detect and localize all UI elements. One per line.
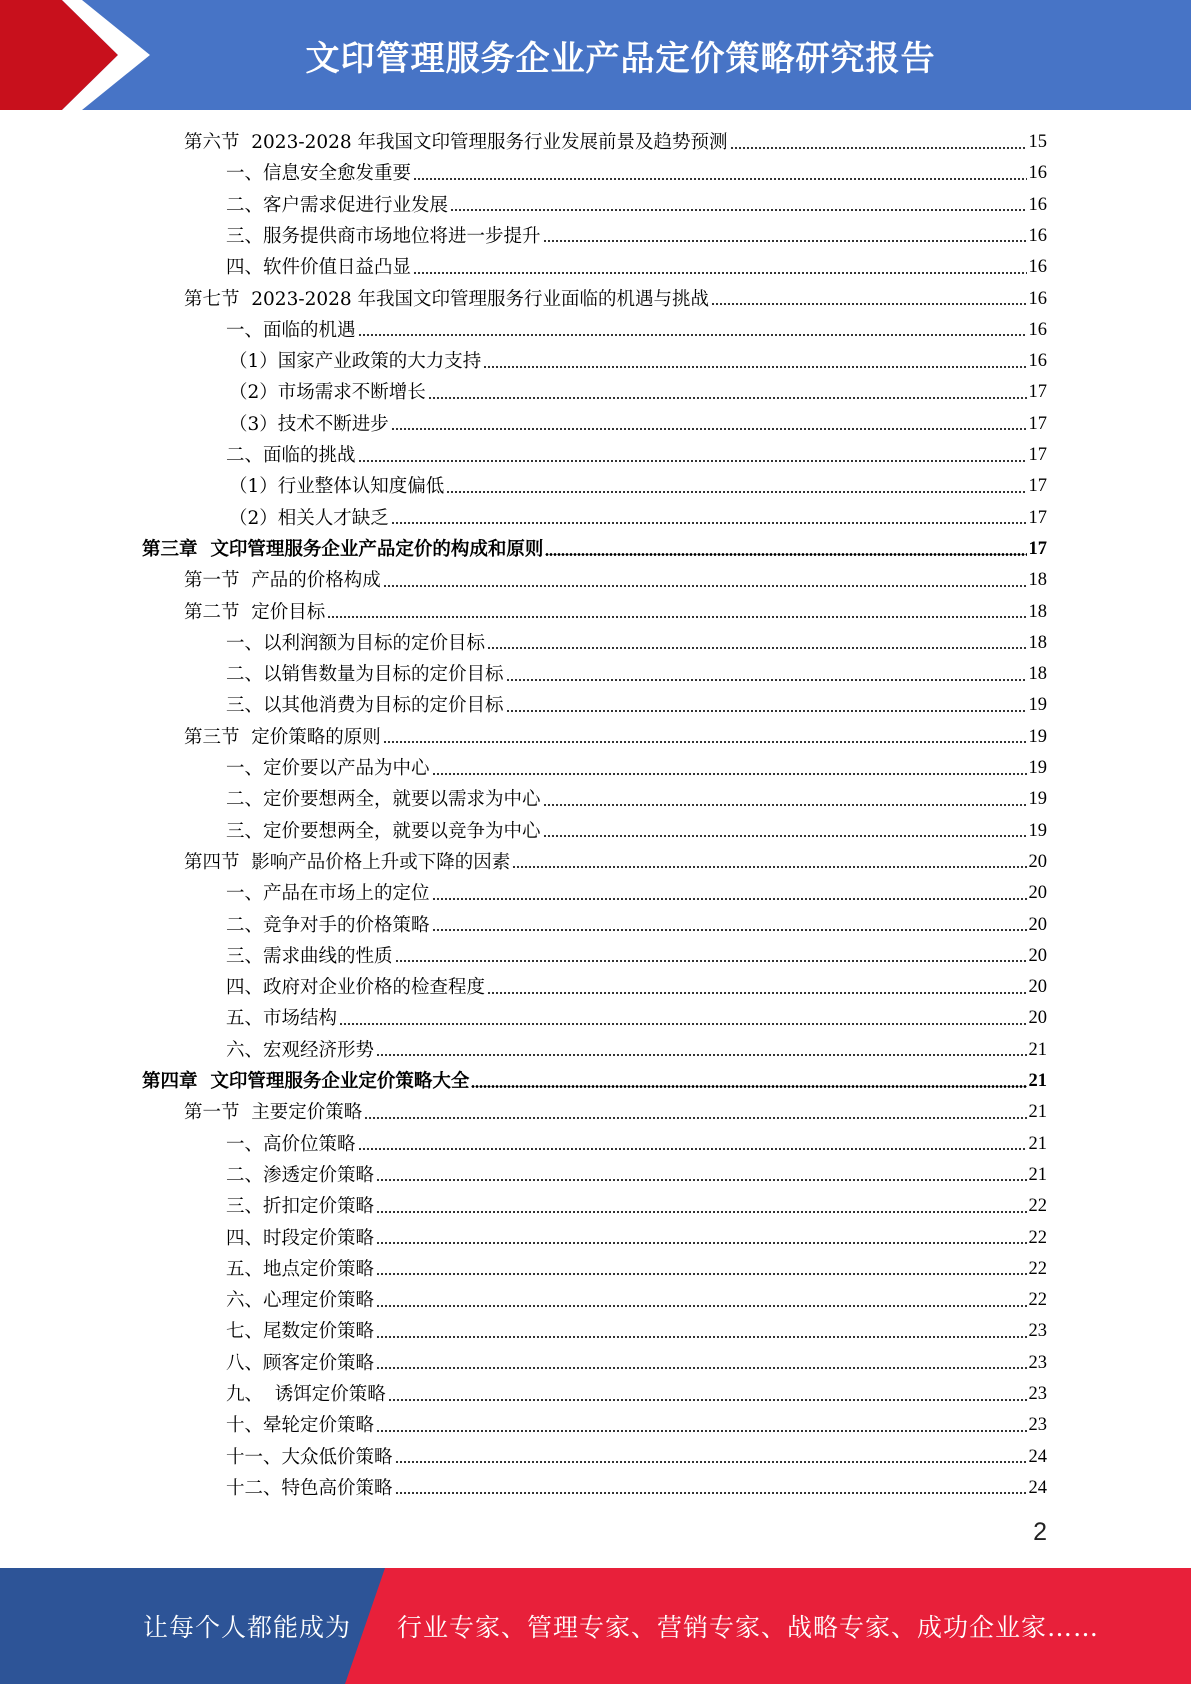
toc-entry-title: （2）相关人才缺乏 bbox=[229, 507, 389, 529]
dot-leader bbox=[395, 1492, 1027, 1494]
toc-entry-title: 四、软件价值日益凸显 bbox=[226, 257, 412, 279]
toc-chapter-entry[interactable] bbox=[0, 534, 1047, 565]
toc-entry-title: 五、市场结构 bbox=[226, 1008, 338, 1030]
dot-leader bbox=[506, 679, 1027, 681]
toc-entry-page: 22 bbox=[1028, 1196, 1047, 1217]
toc-entry-page: 23 bbox=[1028, 1352, 1047, 1373]
dot-leader bbox=[376, 1273, 1026, 1275]
toc-entry-title: 十、晕轮定价策略 bbox=[226, 1415, 375, 1437]
toc-entry-page: 18 bbox=[1028, 664, 1047, 685]
dot-leader bbox=[391, 428, 1027, 430]
toc-entry[interactable] bbox=[0, 252, 1047, 283]
dot-leader bbox=[471, 1085, 1026, 1088]
dot-leader bbox=[543, 240, 1027, 242]
toc-entry-title: 十二、特色高价策略 bbox=[226, 1477, 393, 1499]
toc-entry-title: 一、产品在市场上的定位 bbox=[226, 883, 430, 905]
toc-entry[interactable] bbox=[0, 878, 1047, 909]
dot-leader bbox=[395, 960, 1027, 962]
dot-leader bbox=[358, 334, 1027, 336]
toc-entry[interactable] bbox=[0, 847, 1047, 878]
dot-leader bbox=[376, 1054, 1026, 1056]
toc-entry[interactable] bbox=[0, 722, 1047, 753]
toc-entry[interactable] bbox=[0, 1160, 1047, 1191]
toc-entry-page: 17 bbox=[1028, 382, 1047, 403]
dot-leader bbox=[487, 647, 1026, 649]
toc-entry[interactable] bbox=[0, 1191, 1047, 1222]
dot-leader bbox=[376, 1336, 1026, 1338]
dot-leader bbox=[413, 272, 1026, 274]
dot-leader bbox=[413, 178, 1026, 180]
toc-entry[interactable] bbox=[0, 190, 1047, 221]
toc-entry-page: 17 bbox=[1028, 445, 1047, 465]
dot-leader bbox=[376, 1211, 1026, 1213]
toc-entry-page: 16 bbox=[1028, 163, 1047, 184]
dot-leader bbox=[376, 1242, 1026, 1244]
toc-entry[interactable] bbox=[0, 1285, 1047, 1316]
toc-entry-title: 二、竞争对手的价格策略 bbox=[226, 914, 430, 936]
toc-entry-title: 第三章 文印管理服务企业产品定价的构成和原则 bbox=[142, 538, 544, 560]
toc-entry-page: 23 bbox=[1028, 1415, 1047, 1436]
toc-entry-title: 第四章 文印管理服务企业定价策略大全 bbox=[142, 1071, 470, 1092]
toc-entry-title: 一、面临的机遇 bbox=[226, 319, 356, 341]
toc-entry[interactable] bbox=[0, 1442, 1047, 1473]
toc-entry-page: 18 bbox=[1028, 601, 1047, 622]
toc-entry-page: 21 bbox=[1028, 1102, 1047, 1123]
toc-entry-page: 19 bbox=[1028, 758, 1047, 778]
footer-slogan-left: 让每个人都能成为 bbox=[143, 1613, 352, 1642]
dot-leader bbox=[545, 553, 1026, 556]
toc-entry[interactable] bbox=[0, 784, 1047, 815]
toc-entry-page: 23 bbox=[1028, 1321, 1047, 1342]
toc-entry-page: 19 bbox=[1028, 695, 1047, 716]
toc-entry-title: 三、折扣定价策略 bbox=[226, 1196, 375, 1218]
toc-entry[interactable] bbox=[0, 377, 1047, 408]
toc-entry-page: 21 bbox=[1028, 1133, 1047, 1154]
dot-leader bbox=[376, 1305, 1026, 1307]
toc-entry-page: 20 bbox=[1028, 851, 1047, 872]
toc-entry-title: 二、渗透定价策略 bbox=[226, 1164, 375, 1186]
toc-entry-title: 三、需求曲线的性质 bbox=[226, 945, 393, 967]
toc-entry-page: 17 bbox=[1028, 413, 1047, 434]
dot-leader bbox=[358, 460, 1027, 462]
toc-entry-title: 三、服务提供商市场地位将进一步提升 bbox=[226, 225, 541, 247]
toc-entry[interactable] bbox=[0, 1316, 1047, 1347]
toc-entry-title: 十一、大众低价策略 bbox=[226, 1446, 393, 1468]
toc-entry-page: 24 bbox=[1028, 1477, 1047, 1498]
toc-entry-title: 第七节 2023-2028 年我国文印管理服务行业面临的机遇与挑战 bbox=[184, 288, 710, 310]
toc-entry[interactable] bbox=[0, 1348, 1047, 1379]
toc-entry[interactable] bbox=[0, 1254, 1047, 1285]
toc-entry[interactable] bbox=[0, 471, 1047, 502]
toc-entry-page: 19 bbox=[1028, 820, 1047, 841]
toc-entry[interactable] bbox=[0, 753, 1047, 784]
toc-entry-page: 22 bbox=[1028, 1227, 1047, 1248]
toc-entry-page: 18 bbox=[1028, 632, 1047, 653]
toc-entry[interactable] bbox=[0, 1003, 1047, 1034]
toc-entry-title: 第一节 产品的价格构成 bbox=[184, 570, 381, 592]
toc-entry-title: （1）国家产业政策的大力支持 bbox=[229, 351, 482, 373]
toc-entry-title: 第六节 2023-2028 年我国文印管理服务行业发展前景及趋势预测 bbox=[184, 132, 728, 153]
toc-entry-title: 第一节 主要定价策略 bbox=[184, 1102, 363, 1124]
toc-entry[interactable] bbox=[0, 1097, 1047, 1128]
toc-entry-page: 20 bbox=[1028, 883, 1047, 904]
toc-entry-title: 一、定价要以产品为中心 bbox=[226, 758, 430, 779]
toc-entry[interactable] bbox=[0, 1129, 1047, 1160]
toc-entry-title: （3）技术不断进步 bbox=[229, 413, 389, 435]
toc-entry[interactable] bbox=[0, 816, 1047, 847]
toc-entry[interactable] bbox=[0, 1035, 1047, 1066]
toc-entry[interactable] bbox=[0, 440, 1047, 471]
dot-leader bbox=[376, 1179, 1026, 1181]
dot-leader bbox=[487, 992, 1026, 994]
toc-entry-page: 16 bbox=[1028, 351, 1047, 372]
dot-leader bbox=[711, 303, 1026, 305]
toc-entry-title: 六、心理定价策略 bbox=[226, 1290, 375, 1312]
toc-entry-title: 二、定价要想两全，就要以需求为中心 bbox=[226, 789, 541, 811]
toc-entry-title: 五、地点定价策略 bbox=[226, 1258, 375, 1280]
toc-entry-page: 16 bbox=[1028, 319, 1047, 340]
toc-entry-page: 16 bbox=[1028, 225, 1047, 246]
dot-leader bbox=[339, 1023, 1026, 1025]
toc-entry-title: 七、尾数定价策略 bbox=[226, 1321, 375, 1343]
toc-entry-page: 20 bbox=[1028, 914, 1047, 935]
toc-entry-title: 九、 诱饵定价策略 bbox=[226, 1384, 386, 1405]
toc-entry-title: 六、宏观经济形势 bbox=[226, 1039, 375, 1061]
dot-leader bbox=[383, 585, 1027, 587]
toc-entry-title: （1）行业整体认知度偏低 bbox=[229, 476, 445, 498]
toc-entry[interactable] bbox=[0, 690, 1047, 721]
toc-entry-title: 四、政府对企业价格的检查程度 bbox=[226, 977, 486, 999]
dot-leader bbox=[543, 835, 1027, 837]
toc-entry[interactable] bbox=[0, 1473, 1047, 1504]
chevron-arrow-icon bbox=[0, 0, 160, 110]
dot-leader bbox=[506, 710, 1027, 712]
toc-entry-page: 22 bbox=[1028, 1290, 1047, 1311]
toc-entry-page: 17 bbox=[1028, 538, 1047, 559]
toc-entry-title: 四、时段定价策略 bbox=[226, 1227, 375, 1249]
dot-leader bbox=[327, 616, 1026, 618]
toc-entry-page: 20 bbox=[1028, 945, 1047, 966]
dot-leader bbox=[446, 491, 1026, 493]
toc-entry-page: 16 bbox=[1028, 257, 1047, 278]
toc-entry-page: 18 bbox=[1028, 570, 1047, 591]
toc-entry-title: 第二节 定价目标 bbox=[184, 601, 326, 623]
toc-entry[interactable] bbox=[0, 284, 1047, 315]
page-number: 2 bbox=[1033, 1518, 1047, 1546]
toc-entry[interactable] bbox=[0, 910, 1047, 941]
dot-leader bbox=[391, 522, 1027, 524]
toc-chapter-entry[interactable] bbox=[0, 1066, 1047, 1097]
toc-entry-page: 19 bbox=[1028, 789, 1047, 810]
toc-entry[interactable] bbox=[0, 158, 1047, 189]
toc-entry-title: 八、顾客定价策略 bbox=[226, 1352, 375, 1374]
dot-leader bbox=[730, 147, 1027, 149]
dot-leader bbox=[395, 1461, 1027, 1463]
header-banner bbox=[0, 0, 1191, 110]
toc-entry-page: 17 bbox=[1028, 507, 1047, 528]
toc-entry-page: 23 bbox=[1028, 1384, 1047, 1404]
toc-entry[interactable] bbox=[0, 503, 1047, 534]
toc-entry-title: 二、面临的挑战 bbox=[226, 445, 356, 466]
toc-entry-page: 16 bbox=[1028, 194, 1047, 215]
dot-leader bbox=[376, 1430, 1026, 1432]
toc-entry-title: 二、客户需求促进行业发展 bbox=[226, 194, 449, 216]
dot-leader bbox=[388, 1399, 1027, 1401]
toc-entry-page: 21 bbox=[1028, 1071, 1047, 1091]
report-title: 文印管理服务企业产品定价策略研究报告 bbox=[305, 38, 936, 79]
dot-leader bbox=[428, 397, 1027, 399]
dot-leader bbox=[512, 866, 1026, 868]
toc-entry-page: 16 bbox=[1028, 288, 1047, 309]
toc-entry[interactable] bbox=[0, 597, 1047, 628]
dot-leader bbox=[432, 929, 1027, 931]
toc-entry[interactable] bbox=[0, 565, 1047, 596]
toc-entry-title: 一、以利润额为目标的定价目标 bbox=[226, 632, 486, 654]
toc-entry-page: 20 bbox=[1028, 1008, 1047, 1029]
dot-leader bbox=[483, 366, 1026, 368]
dot-leader bbox=[383, 741, 1027, 743]
toc-entry[interactable] bbox=[0, 221, 1047, 252]
toc-entry[interactable] bbox=[0, 1379, 1047, 1410]
dot-leader bbox=[376, 1367, 1026, 1369]
toc-entry-page: 17 bbox=[1028, 476, 1047, 497]
toc-entry-title: 一、高价位策略 bbox=[226, 1133, 356, 1155]
toc-entry-page: 20 bbox=[1028, 977, 1047, 998]
toc-entry[interactable] bbox=[0, 315, 1047, 346]
toc-entry-title: 一、信息安全愈发重要 bbox=[226, 163, 412, 185]
toc-entry-title: 第三节 定价策略的原则 bbox=[184, 726, 381, 748]
toc-entry-page: 15 bbox=[1028, 132, 1047, 152]
footer-slogan-right: 行业专家、管理专家、营销专家、战略专家、成功企业家…… bbox=[397, 1613, 1100, 1642]
toc-entry-page: 24 bbox=[1028, 1446, 1047, 1467]
toc-entry-title: 三、定价要想两全，就要以竞争为中心 bbox=[226, 820, 541, 842]
toc-entry[interactable] bbox=[0, 659, 1047, 690]
toc-entry[interactable] bbox=[0, 972, 1047, 1003]
toc-entry[interactable] bbox=[0, 409, 1047, 440]
toc-entry-title: 三、以其他消费为目标的定价目标 bbox=[226, 695, 504, 717]
toc-entry[interactable] bbox=[0, 127, 1047, 158]
dot-leader bbox=[543, 804, 1027, 806]
dot-leader bbox=[432, 773, 1027, 775]
toc-entry[interactable] bbox=[0, 1410, 1047, 1441]
footer-banner bbox=[0, 1568, 1191, 1684]
toc-entry-title: （2）市场需求不断增长 bbox=[229, 382, 426, 404]
toc-entry[interactable] bbox=[0, 628, 1047, 659]
toc-entry-title: 第四节 影响产品价格上升或下降的因素 bbox=[184, 851, 511, 873]
toc-entry[interactable] bbox=[0, 1223, 1047, 1254]
toc-entry-page: 21 bbox=[1028, 1039, 1047, 1060]
dot-leader bbox=[450, 209, 1026, 211]
toc-entry-title: 二、以销售数量为目标的定价目标 bbox=[226, 664, 504, 686]
toc-entry[interactable] bbox=[0, 346, 1047, 377]
toc-entry-page: 21 bbox=[1028, 1164, 1047, 1185]
dot-leader bbox=[364, 1117, 1026, 1119]
toc-entry[interactable] bbox=[0, 941, 1047, 972]
dot-leader bbox=[432, 898, 1027, 900]
dot-leader bbox=[358, 1148, 1027, 1150]
toc-entry-page: 22 bbox=[1028, 1258, 1047, 1279]
toc-entry-page: 19 bbox=[1028, 726, 1047, 747]
